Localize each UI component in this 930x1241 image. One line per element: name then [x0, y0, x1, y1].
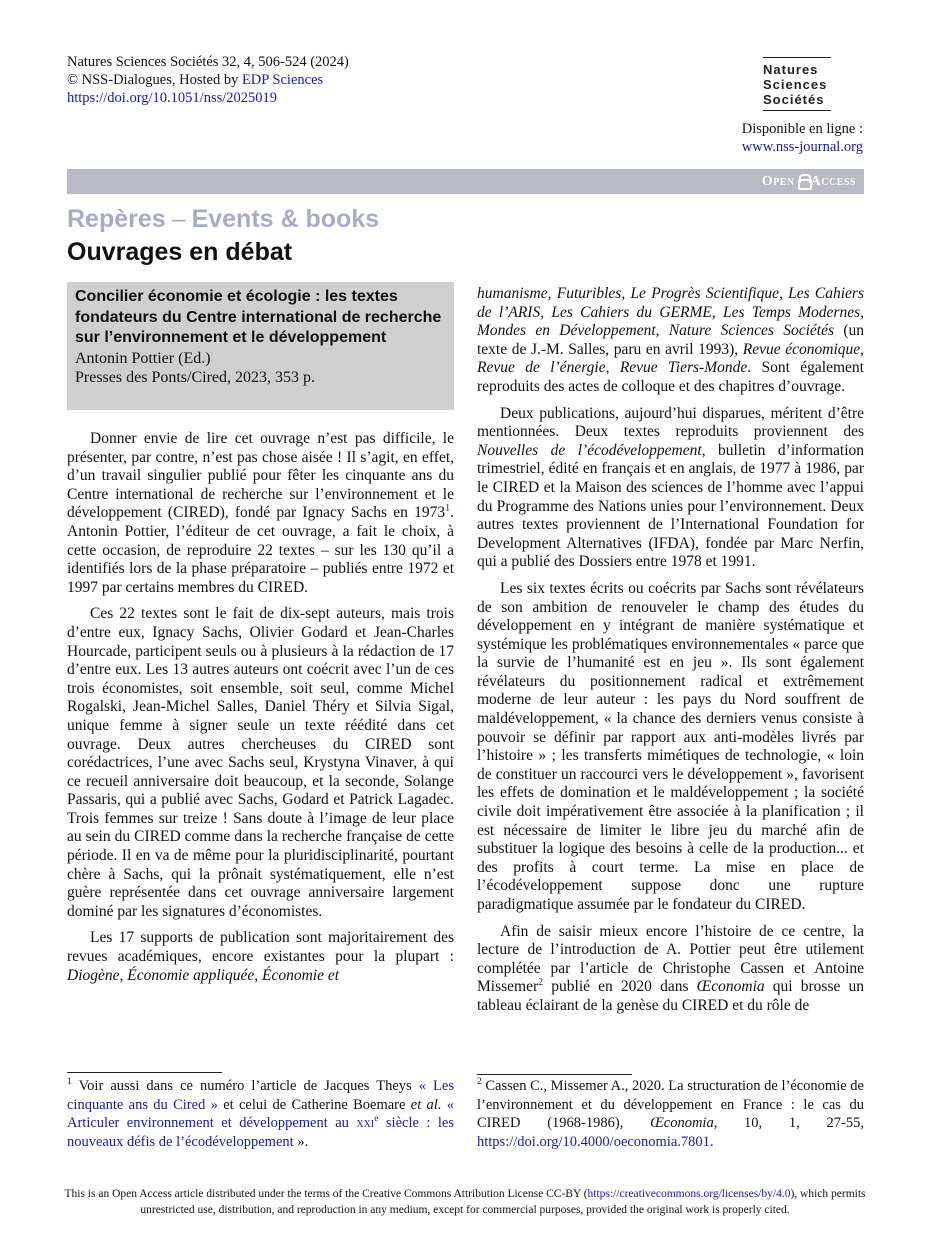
paragraph: humanisme, Futuribles, Le Progrès Scientifique, Les Cahiers de l’ARIS, Les Cahiers du GERME, Les Temps Modernes, Mondes en Développement, Nature Sciences Sociétés (un texte de J.-M. Salles, paru en avril 1993), Revue économique, Revue de l’énergie, Revue Tiers-Monde. Sont également reproduits des actes de colloque et des chapitres d’ouvrage. [477, 285, 864, 395]
book-title: Concilier économie et écologie : les textes fondateurs du Centre international de recherche sur l’environnement et le développement [75, 288, 442, 346]
available-label: Disponible en ligne : [741, 121, 863, 137]
paragraph: Les six textes écrits ou coécrits par Sachs sont révélateurs de son ambition de renouveler le champ des études du développement en y intégrant de manière systématique et systémique les problématiques environnementales « parce que la survie de l’humanité est en jeu ». Ils sont également révélateurs du positionnement radical et extrêmement moderne de leur auteur : les pays du Nord souffrent de maldéveloppement, « la chance des derniers venus consiste à pouvoir se définir par rapport aux anti-modèles livrés par l’histoire » ; les transferts mimétiques de technologie, « loin de constituer un raccourci vers le développement », favorisent les effets de domination et le maldéveloppement ; la société civile doit impérativement être associée à la planification ; il est nécessaire de limiter le libre jeu du marché afin de substituer la logique des besoins à celle de la production... et des profits à court terme. La mise en place de l’écodéveloppement suppose donc une rupture paradigmatique assumée par le fondateur du CIRED. [477, 579, 864, 913]
article-header-info [67, 53, 349, 107]
left-column [67, 430, 454, 993]
paragraph: Deux publications, aujourd’hui disparues, méritent d’être mentionnées. Deux textes reproduits proviennent des Nouvelles de l’écodéveloppement, bulletin d’information trimestriel, édité en français et en anglais, de 1977 à 1986, par le CIRED et la Maison des sciences de l’homme avec l’appui du Programme des Nations unies pour l’environnement. Deux autres textes proviennent de l’International Foundation for Development Alternatives (IFDA), fondée par Marc Nerfin, qui a publié des Dossiers entre 1978 et 1991. [477, 404, 864, 571]
subsection-heading: Ouvrages en débat [67, 238, 293, 266]
footnote-rule [67, 1072, 222, 1073]
open-access-label: Open Access [761, 174, 856, 189]
edp-sciences-link[interactable]: EDP Sciences [241, 72, 324, 88]
right-column [477, 285, 864, 1024]
open-lock-icon [798, 174, 808, 186]
license-note: This is an Open Access article distributed under the terms of the Creative Commons Attribution License CC-BY (https://creativecommons.org/licenses/by/4.0), which permits unrestricted use, distribution, and reproduction in any medium, except for commercial purposes, provided the original work is properly cited. [64, 1188, 866, 1216]
paragraph: Afin de saisir mieux encore l’histoire de ce centre, la lecture de l’introduction de A. Pottier peut être utilement complétée par l’article de Christophe Cassen et Antoine Missemer$^2$ publié en 2020 dans Œconomia qui brosse un tableau éclairant de la genèse du CIRED et du rôle de [477, 922, 864, 1014]
hosted-line: © NSS-Dialogues, Hosted by EDP Sciences [67, 72, 324, 88]
theys-article-link[interactable]: « Les cinquante ans du Cired » [67, 1078, 454, 1113]
section-heading: Repères – Events & books [67, 205, 380, 233]
cc-license-link[interactable]: https://creativecommons.org/licenses/by/4.0 [587, 1188, 791, 1200]
book-editor: Antonin Pottier (Ed.) [75, 349, 211, 367]
paragraph: Donner envie de lire cet ouvrage n’est pas difficile, le présenter, par contre, n’est pas chose aisée ! Il s’agit, en effet, d’un travail singulier publié pour fêter les cinquante ans du Centre international de recherche sur l’environnement et le développement (CIRED), fondé par Ignacy Sachs en 1973$^1$. Antonin Pottier, l’éditeur de cet ouvrage, a fait le choix, à cette occasion, de reproduire 22 textes – sur les 130 qu’il a identifiés lors de la phase préparatoire – publiés entre 1972 et 1997 par certains membres du CIRED. [67, 430, 454, 596]
availability-info [742, 120, 863, 156]
footnote-rule [477, 1074, 632, 1075]
boemare-article-link[interactable]: « Articuler environnement et développement au xxi$^e$ siècle : les nouveaux défis de l’écodéveloppement [67, 1096, 455, 1150]
book-publisher: Presses des Ponts/Cired, 2023, 353 p. [75, 368, 315, 386]
footnote-2: $^2$ Cassen C., Missemer A., 2020. La structuration de l’économie de l’environnement et du développement en France : le cas du CIRED (1968-1986), Œconomia, 10, 1, 27-55, https://doi.org/10.4000/oeconomia.7801. [477, 1077, 864, 1150]
footnote-1: $^1$ Voir aussi dans ce numéro l’article de Jacques Theys « Les cinquante ans du Cired » et celui de Catherine Boemare et al. « Articuler environnement et développement au xxi$^e$ siècle : les nouveaux défis de l’écodéveloppement ». [67, 1077, 455, 1150]
book-reference-box [67, 282, 454, 410]
journal-logo [763, 57, 831, 111]
cassen-doi-link[interactable]: https://doi.org/10.4000/oeconomia.7801 [477, 1133, 710, 1150]
logo-line-3: Sociétés [763, 92, 825, 107]
doi-link[interactable]: https://doi.org/10.1051/nss/2025019 [67, 90, 278, 106]
journal-citation: Natures Sciences Sociétés 32, 4, 506-524 (2024) [67, 54, 349, 70]
journal-site-link[interactable]: www.nss-journal.org [741, 139, 863, 155]
paragraph: Les 17 supports de publication sont majoritairement des revues académiques, encore existantes pour la plupart : Diogène, Économie appliquée, Économie et [67, 929, 454, 984]
logo-line-2: Sciences [763, 77, 828, 92]
open-access-bar [67, 169, 864, 194]
paragraph: Ces 22 textes sont le fait de dix-sept auteurs, mais trois d’entre eux, Ignacy Sachs, Olivier Godard et Jean-Charles Hourcade, participent seuls ou à plusieurs à la rédaction de 17 d’entre eux. Les 13 autres auteurs ont coécrit avec l’un de ces trois économistes, soit ensemble, soit seul, comme Michel Rogalski, Jean-Michel Salles, Daniel Théry et Silvia Sigal, unique femme à signer seule un texte réédité dans cet ouvrage. Deux autres chercheuses du CIRED sont corédactrices, l’une avec Sachs seul, Krystyna Vinaver, à qui ce recueil anniversaire doit beaucoup, et la seconde, Solange Passaris, qui a publié avec Sachs, Godard et Patrick Lagadec. Trois femmes sur treize ! Sans doute à l’image de leur place au sein du CIRED comme dans la recherche française de cette période. Il en va de même pour la pluridisciplinarité, pourtant chère à Sachs, qui la prônait systématiquement, elle n’est guère représentée dans cet ouvrage anniversaire largement dominé par les signatures d’économistes. [67, 605, 454, 920]
footnote-ref-2[interactable]: 2 [538, 977, 544, 989]
footnote-ref-1[interactable]: 1 [445, 503, 451, 515]
logo-line-1: Natures [763, 62, 819, 77]
